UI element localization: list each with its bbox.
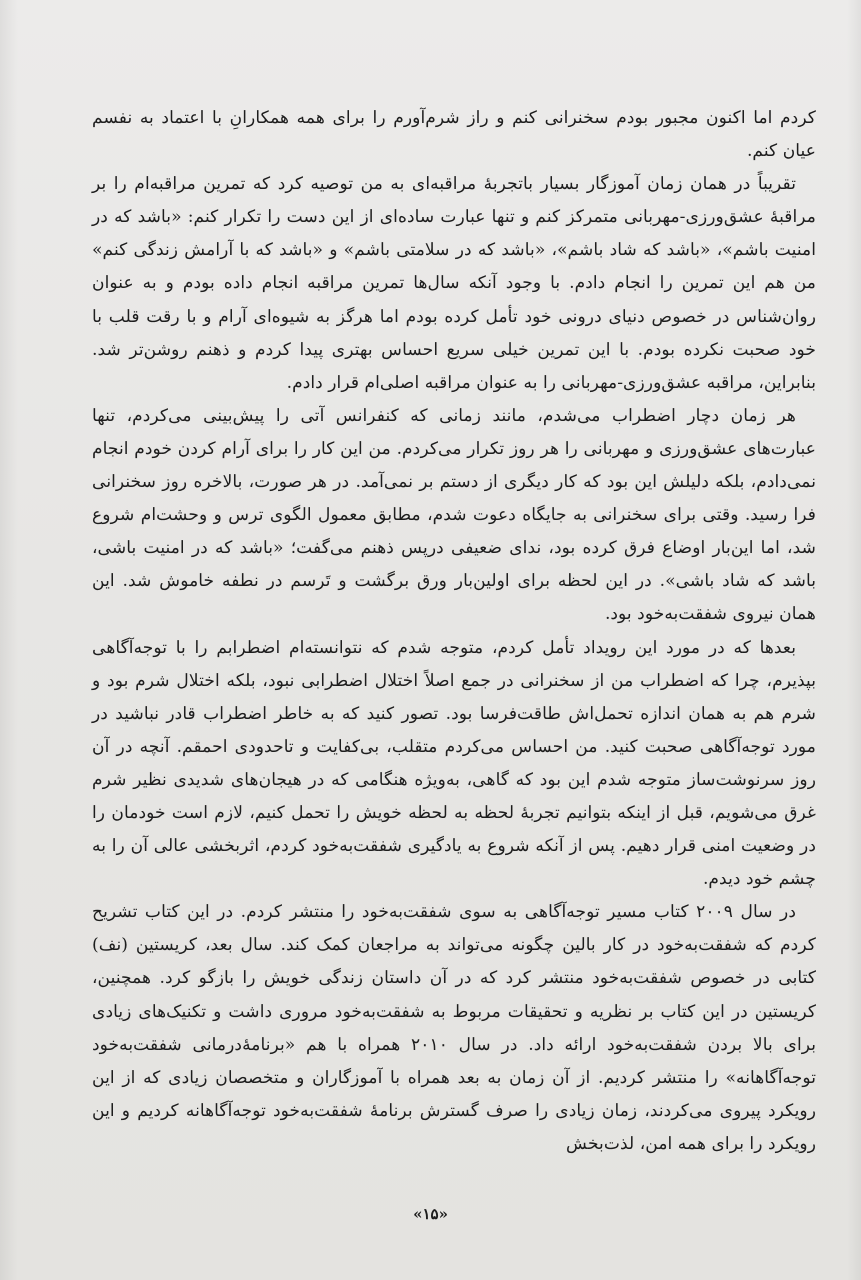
paragraph-1: کردم اما اکنون مجبور بودم سخنرانی کنم و راز شرم‌آورم را برای همه همکارانِ با اعتماد به نفسم عیان کنم.	[92, 108, 816, 162]
paragraph-2: تقریباً در همان زمان آموزگار بسیار باتجربهٔ مراقبه‌ای به من توصیه کرد که تمرین مراقبه‌ام را بر مراقبهٔ عشق‌ورزی-مهربانی متمرکز کنم و تنها عبارت ساده‌ای از این دست را تکرار کنم: «باشد که در امنیت باشم»، «باشد که شاد باشم»، «باشد که در سلامتی باشم» و «باشد که با آرامش زندگی کنم» من هم این تمرین را انجام دادم. با وجود آنکه سال‌ها تمرین مراقبه انجام داده بودم و به عنوان روان‌شناس در خصوص دنیای درونی خود تأمل کرده بودم اما هرگز به شیوه‌ای آرام و با رقت قلب با خود صحبت نکرده بودم. با این تمرین خیلی سریع احساس بهتری پیدا کردم و ذهنم روشن‌تر شد. بنابراین، مراقبه عشق‌ورزی-مهربانی را به عنوان مراقبه اصلی‌ام قرار دادم.	[92, 174, 816, 393]
body-text	[92, 102, 816, 1161]
page-edge-shadow	[0, 0, 18, 1280]
paragraph-5: در سال ۲۰۰۹ کتاب مسیر توجه‌آگاهی به سوی شفقت‌به‌خود را منتشر کردم. در این کتاب تشریح کردم که شفقت‌به‌خود در کار بالین چگونه می‌تواند به مراجعان کمک کند. سال بعد، کریستین (نف) کتابی در خصوص شفقت‌به‌خود منتشر کرد که در آن داستان زندگی خویش را بازگو کرد. همچنین، کریستین در این کتاب بر نظریه و تحقیقات مربوط به شفقت‌به‌خود مروری داشت و تکنیک‌های زیادی برای بالا بردن شفقت‌به‌خود ارائه داد. در سال ۲۰۱۰ همراه با هم «برنامهٔ‌درمانی شفقت‌به‌خود توجه‌آگاهانه» را منتشر کردیم. از آن زمان به بعد همراه با آموزگاران و متخصصان زیادی که از این رویکرد پیروی می‌کردند، زمان زیادی را صرف گسترش برنامهٔ شفقت‌به‌خود توجه‌آگاهانه کردیم و این رویکرد را برای همه امن، لذت‌بخش	[92, 902, 816, 1154]
paragraph-3: هر زمان دچار اضطراب می‌شدم، مانند زمانی که کنفرانس آتی را پیش‌بینی می‌کردم، تنها عبارت‌های عشق‌ورزی و مهربانی را هر روز تکرار می‌کردم. من این کار را برای آرام کردن خودم انجام نمی‌دادم، بلکه دلیلش این بود که کار دیگری از دستم بر نمی‌آمد. در هر صورت، بالاخره روز سخنرانی فرا رسید. وقتی برای سخنرانی به جایگاه دعوت شدم، مطابق معمول الگوی ترس و وحشت‌ام شروع شد، اما این‌بار اوضاع فرق کرده بود، ندای ضعیفی درپس ذهنم می‌گفت؛ «باشد که در امنیت باشی، باشد که شاد باشی». در این لحظه برای اولین‌بار ورق برگشت و تَرسم در نطفه خاموش شد. این همان نیروی شفقت‌به‌خود بود.	[92, 405, 816, 625]
page-edge-shadow-right	[847, 0, 861, 1280]
page-number: «۱۵»	[413, 1205, 448, 1223]
paragraph-4: بعدها که در مورد این رویداد تأمل کردم، متوجه شدم که نتوانسته‌ام اضطرابم را با توجه‌آگاهی بپذیرم، چرا که اضطراب من از سخنرانی در جمع اصلاً اختلال اضطرابی نبود، بلکه اختلال شرم بود و شرم هم به همان اندازه تحمل‌اش طاقت‌فرسا بود. تصور کنید که به خاطر اضطراب قادر نباشید در مورد توجه‌آگاهی صحبت کنید. من احساس می‌کردم متقلب، بی‌کفایت و تاحدودی احمقم. آنچه در آن روز سرنوشت‌ساز متوجه شدم این بود که گاهی، به‌ویژه هنگامی که در هیجان‌های شدیدی نظیر شرم غرق می‌شویم، قبل از اینکه بتوانیم تجربهٔ لحظه به لحظه خویش را تحمل کنیم، لازم است خودمان را در وضعیت امنی قرار دهیم. پس از آنکه شروع به یادگیری شفقت‌به‌خود کردم، اثربخشی عالی آن را به چشم خود دیدم.	[92, 637, 816, 890]
